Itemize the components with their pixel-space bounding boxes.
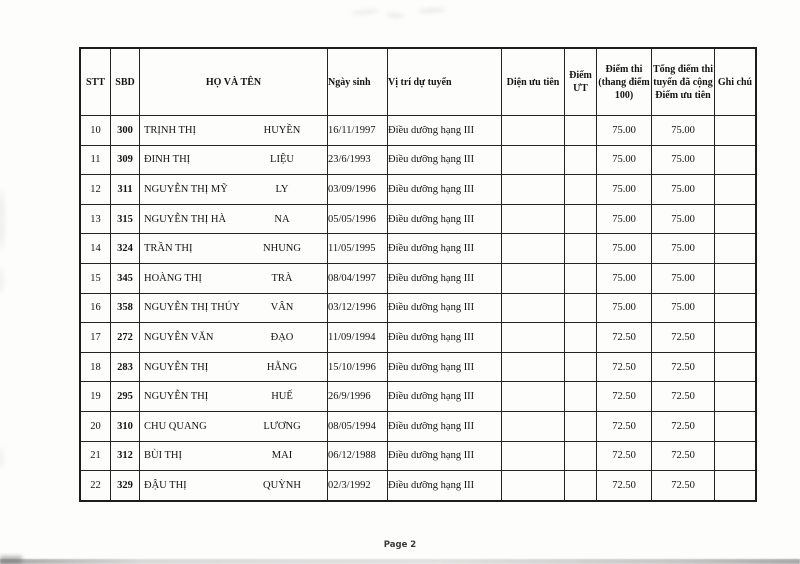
table-row (80, 441, 756, 471)
name-given: ĐẠO (270, 331, 294, 343)
cell-dien-uu-tien (502, 411, 565, 441)
scan-artifact (352, 8, 378, 16)
name-family-middle: NGUYỄN THỊ THÚY (144, 302, 240, 314)
cell-diem-thi: 72.50 (597, 411, 652, 441)
cell-diem-thi: 75.00 (597, 204, 652, 234)
cell-dien-uu-tien (502, 471, 565, 501)
scan-artifact (0, 268, 4, 294)
header-name: HỌ VÀ TÊN (140, 48, 328, 116)
cell-diem-ut (565, 293, 597, 323)
cell-name (140, 116, 328, 146)
name-cell (140, 184, 327, 195)
cell-name (140, 411, 328, 441)
header-priority-category: Diện ưu tiên (502, 48, 565, 116)
cell-dien-uu-tien (502, 175, 565, 205)
cell-stt: 20 (80, 411, 111, 441)
name-family-middle: BÙI THỊ (144, 450, 183, 462)
cell-name (140, 145, 328, 175)
cell-name (140, 382, 328, 412)
cell-dien-uu-tien (502, 116, 565, 146)
cell-ghi-chu (715, 175, 757, 205)
cell-ghi-chu (715, 441, 757, 471)
cell-diem-ut (565, 234, 597, 264)
cell-ghi-chu (715, 323, 757, 353)
name-family-middle: NGUYỄN VĂN (144, 331, 214, 343)
header-dob: Ngày sinh (328, 48, 388, 116)
cell-diem-ut (565, 411, 597, 441)
cell-tong-diem: 72.50 (652, 352, 715, 382)
table-row (80, 263, 756, 293)
cell-diem-ut (565, 204, 597, 234)
cell-diem-thi: 72.50 (597, 323, 652, 353)
cell-tong-diem: 75.00 (652, 293, 715, 323)
cell-sbd: 300 (111, 116, 140, 146)
cell-ngay-sinh: 23/6/1993 (328, 145, 388, 175)
name-family-middle: TRẦN THỊ (144, 243, 193, 255)
cell-name (140, 175, 328, 205)
cell-dien-uu-tien (502, 352, 565, 382)
cell-tong-diem: 75.00 (652, 116, 715, 146)
cell-sbd: 312 (111, 441, 140, 471)
cell-diem-thi: 72.50 (597, 471, 652, 501)
cell-sbd: 310 (111, 411, 140, 441)
name-family-middle: NGUYỄN THỊ HÀ (144, 213, 227, 225)
table-row (80, 234, 756, 264)
scan-bottom-shadow (0, 559, 800, 564)
name-given: MAI (271, 450, 293, 462)
cell-ngay-sinh: 06/12/1988 (328, 441, 388, 471)
cell-name (140, 323, 328, 353)
cell-tong-diem: 72.50 (652, 471, 715, 501)
cell-vi-tri: Điều dưỡng hạng III (388, 382, 502, 412)
cell-dien-uu-tien (502, 145, 565, 175)
cell-diem-ut (565, 471, 597, 501)
cell-vi-tri: Điều dưỡng hạng III (388, 145, 502, 175)
cell-stt: 12 (80, 175, 111, 205)
name-cell (140, 362, 327, 373)
cell-tong-diem: 72.50 (652, 382, 715, 412)
name-cell (140, 214, 327, 225)
cell-diem-thi: 75.00 (597, 116, 652, 146)
cell-dien-uu-tien (502, 204, 565, 234)
cell-diem-thi: 75.00 (597, 234, 652, 264)
cell-sbd: 272 (111, 323, 140, 353)
cell-diem-ut (565, 145, 597, 175)
cell-diem-thi: 72.50 (597, 441, 652, 471)
cell-dien-uu-tien (502, 323, 565, 353)
name-given: TRÀ (271, 272, 293, 284)
cell-vi-tri: Điều dưỡng hạng III (388, 293, 502, 323)
scan-artifact (418, 7, 446, 14)
header-exam-score: Điểm thi (thang điểm 100) (597, 48, 652, 116)
header-row (80, 48, 756, 116)
cell-name (140, 234, 328, 264)
cell-stt: 17 (80, 323, 111, 353)
cell-stt: 13 (80, 204, 111, 234)
cell-dien-uu-tien (502, 293, 565, 323)
cell-vi-tri: Điều dưỡng hạng III (388, 263, 502, 293)
name-cell (140, 391, 327, 402)
cell-diem-ut (565, 441, 597, 471)
cell-ghi-chu (715, 263, 757, 293)
scan-corner-shadow (0, 556, 22, 564)
cell-stt: 16 (80, 293, 111, 323)
cell-stt: 11 (80, 145, 111, 175)
cell-ghi-chu (715, 145, 757, 175)
cell-name (140, 263, 328, 293)
name-given: LIỆU (270, 154, 294, 166)
cell-stt: 19 (80, 382, 111, 412)
table-row (80, 471, 756, 501)
name-family-middle: TRỊNH THỊ (144, 124, 197, 136)
cell-stt: 14 (80, 234, 111, 264)
cell-tong-diem: 75.00 (652, 263, 715, 293)
cell-ghi-chu (715, 352, 757, 382)
cell-tong-diem: 72.50 (652, 411, 715, 441)
cell-tong-diem: 72.50 (652, 441, 715, 471)
name-family-middle: NGUYỄN THỊ MỸ (144, 183, 228, 195)
cell-ghi-chu (715, 204, 757, 234)
cell-diem-thi: 72.50 (597, 352, 652, 382)
page-number-label: Page 2 (383, 540, 417, 550)
cell-ngay-sinh: 05/05/1996 (328, 204, 388, 234)
table-row (80, 382, 756, 412)
name-family-middle: NGUYỄN THỊ (144, 361, 209, 373)
cell-ghi-chu (715, 471, 757, 501)
table-row (80, 293, 756, 323)
cell-ngay-sinh: 08/04/1997 (328, 263, 388, 293)
cell-name (140, 441, 328, 471)
name-given: HUẾ (271, 391, 293, 403)
cell-sbd: 309 (111, 145, 140, 175)
cell-diem-ut (565, 263, 597, 293)
cell-diem-ut (565, 175, 597, 205)
cell-vi-tri: Điều dưỡng hạng III (388, 116, 502, 146)
cell-diem-thi: 75.00 (597, 293, 652, 323)
cell-ghi-chu (715, 116, 757, 146)
cell-tong-diem: 75.00 (652, 145, 715, 175)
name-cell (140, 154, 327, 165)
cell-vi-tri: Điều dưỡng hạng III (388, 175, 502, 205)
cell-ghi-chu (715, 382, 757, 412)
name-given: QUỲNH (263, 479, 301, 491)
cell-stt: 22 (80, 471, 111, 501)
header-total-score: Tổng điểm thi tuyển đã cộng Điểm ưu tiên (652, 48, 715, 116)
name-cell (140, 302, 327, 313)
name-family-middle: ĐẬU THỊ (144, 479, 187, 491)
cell-diem-thi: 75.00 (597, 263, 652, 293)
name-cell (140, 480, 327, 491)
name-given: LƯƠNG (263, 420, 301, 432)
name-family-middle: CHU QUANG (144, 420, 207, 432)
cell-sbd: 329 (111, 471, 140, 501)
cell-dien-uu-tien (502, 234, 565, 264)
cell-sbd: 315 (111, 204, 140, 234)
scan-artifact (0, 190, 5, 250)
cell-vi-tri: Điều dưỡng hạng III (388, 352, 502, 382)
cell-name (140, 471, 328, 501)
name-given: VÂN (270, 302, 294, 314)
header-position: Vị trí dự tuyển (388, 48, 502, 116)
header-stt: STT (80, 48, 111, 116)
cell-dien-uu-tien (502, 382, 565, 412)
name-family-middle: HOÀNG THỊ (144, 272, 202, 284)
cell-ghi-chu (715, 411, 757, 441)
cell-diem-ut (565, 352, 597, 382)
cell-tong-diem: 75.00 (652, 175, 715, 205)
cell-vi-tri: Điều dưỡng hạng III (388, 471, 502, 501)
cell-stt: 21 (80, 441, 111, 471)
cell-sbd: 311 (111, 175, 140, 205)
name-family-middle: NGUYỄN THỊ (144, 391, 209, 403)
cell-diem-ut (565, 382, 597, 412)
cell-diem-ut (565, 116, 597, 146)
cell-vi-tri: Điều dưỡng hạng III (388, 323, 502, 353)
cell-ngay-sinh: 03/12/1996 (328, 293, 388, 323)
cell-stt: 15 (80, 263, 111, 293)
cell-stt: 18 (80, 352, 111, 382)
cell-dien-uu-tien (502, 441, 565, 471)
cell-vi-tri: Điều dưỡng hạng III (388, 411, 502, 441)
cell-ngay-sinh: 16/11/1997 (328, 116, 388, 146)
name-given: HUYỀN (263, 124, 301, 136)
name-cell (140, 243, 327, 254)
cell-ngay-sinh: 02/3/1992 (328, 471, 388, 501)
name-cell (140, 332, 327, 343)
table-row (80, 145, 756, 175)
table-body (80, 116, 756, 501)
cell-sbd: 358 (111, 293, 140, 323)
table-row (80, 352, 756, 382)
header-notes: Ghi chú (715, 48, 757, 116)
cell-diem-ut (565, 323, 597, 353)
cell-tong-diem: 75.00 (652, 234, 715, 264)
table-row (80, 204, 756, 234)
header-sbd: SBD (111, 48, 140, 116)
cell-name (140, 352, 328, 382)
header-priority-points: Điểm ƯT (565, 48, 597, 116)
cell-ghi-chu (715, 234, 757, 264)
cell-sbd: 283 (111, 352, 140, 382)
name-cell (140, 450, 327, 461)
table-header (80, 48, 756, 116)
name-family-middle: ĐINH THỊ (144, 154, 191, 166)
cell-tong-diem: 72.50 (652, 323, 715, 353)
cell-vi-tri: Điều dưỡng hạng III (388, 204, 502, 234)
candidate-results-table (79, 47, 757, 502)
name-cell (140, 125, 327, 136)
table-row (80, 323, 756, 353)
name-given: NHUNG (263, 243, 301, 255)
name-cell (140, 273, 327, 284)
cell-name (140, 204, 328, 234)
scan-artifact (0, 448, 4, 470)
cell-diem-thi: 72.50 (597, 382, 652, 412)
cell-dien-uu-tien (502, 263, 565, 293)
cell-tong-diem: 75.00 (652, 204, 715, 234)
cell-ngay-sinh: 26/9/1996 (328, 382, 388, 412)
table-row (80, 175, 756, 205)
cell-ngay-sinh: 15/10/1996 (328, 352, 388, 382)
name-given: NA (274, 213, 290, 225)
cell-vi-tri: Điều dưỡng hạng III (388, 234, 502, 264)
table-row (80, 116, 756, 146)
cell-ngay-sinh: 11/05/1995 (328, 234, 388, 264)
cell-diem-thi: 75.00 (597, 145, 652, 175)
cell-ngay-sinh: 11/09/1994 (328, 323, 388, 353)
cell-ghi-chu (715, 293, 757, 323)
scan-artifact (386, 12, 404, 19)
cell-vi-tri: Điều dưỡng hạng III (388, 441, 502, 471)
cell-sbd: 345 (111, 263, 140, 293)
cell-ngay-sinh: 08/05/1994 (328, 411, 388, 441)
cell-stt: 10 (80, 116, 111, 146)
name-given: HẰNG (266, 361, 298, 373)
table-row (80, 411, 756, 441)
name-cell (140, 421, 327, 432)
cell-sbd: 295 (111, 382, 140, 412)
cell-name (140, 293, 328, 323)
cell-ngay-sinh: 03/09/1996 (328, 175, 388, 205)
cell-sbd: 324 (111, 234, 140, 264)
cell-diem-thi: 75.00 (597, 175, 652, 205)
name-given: LY (275, 183, 289, 195)
